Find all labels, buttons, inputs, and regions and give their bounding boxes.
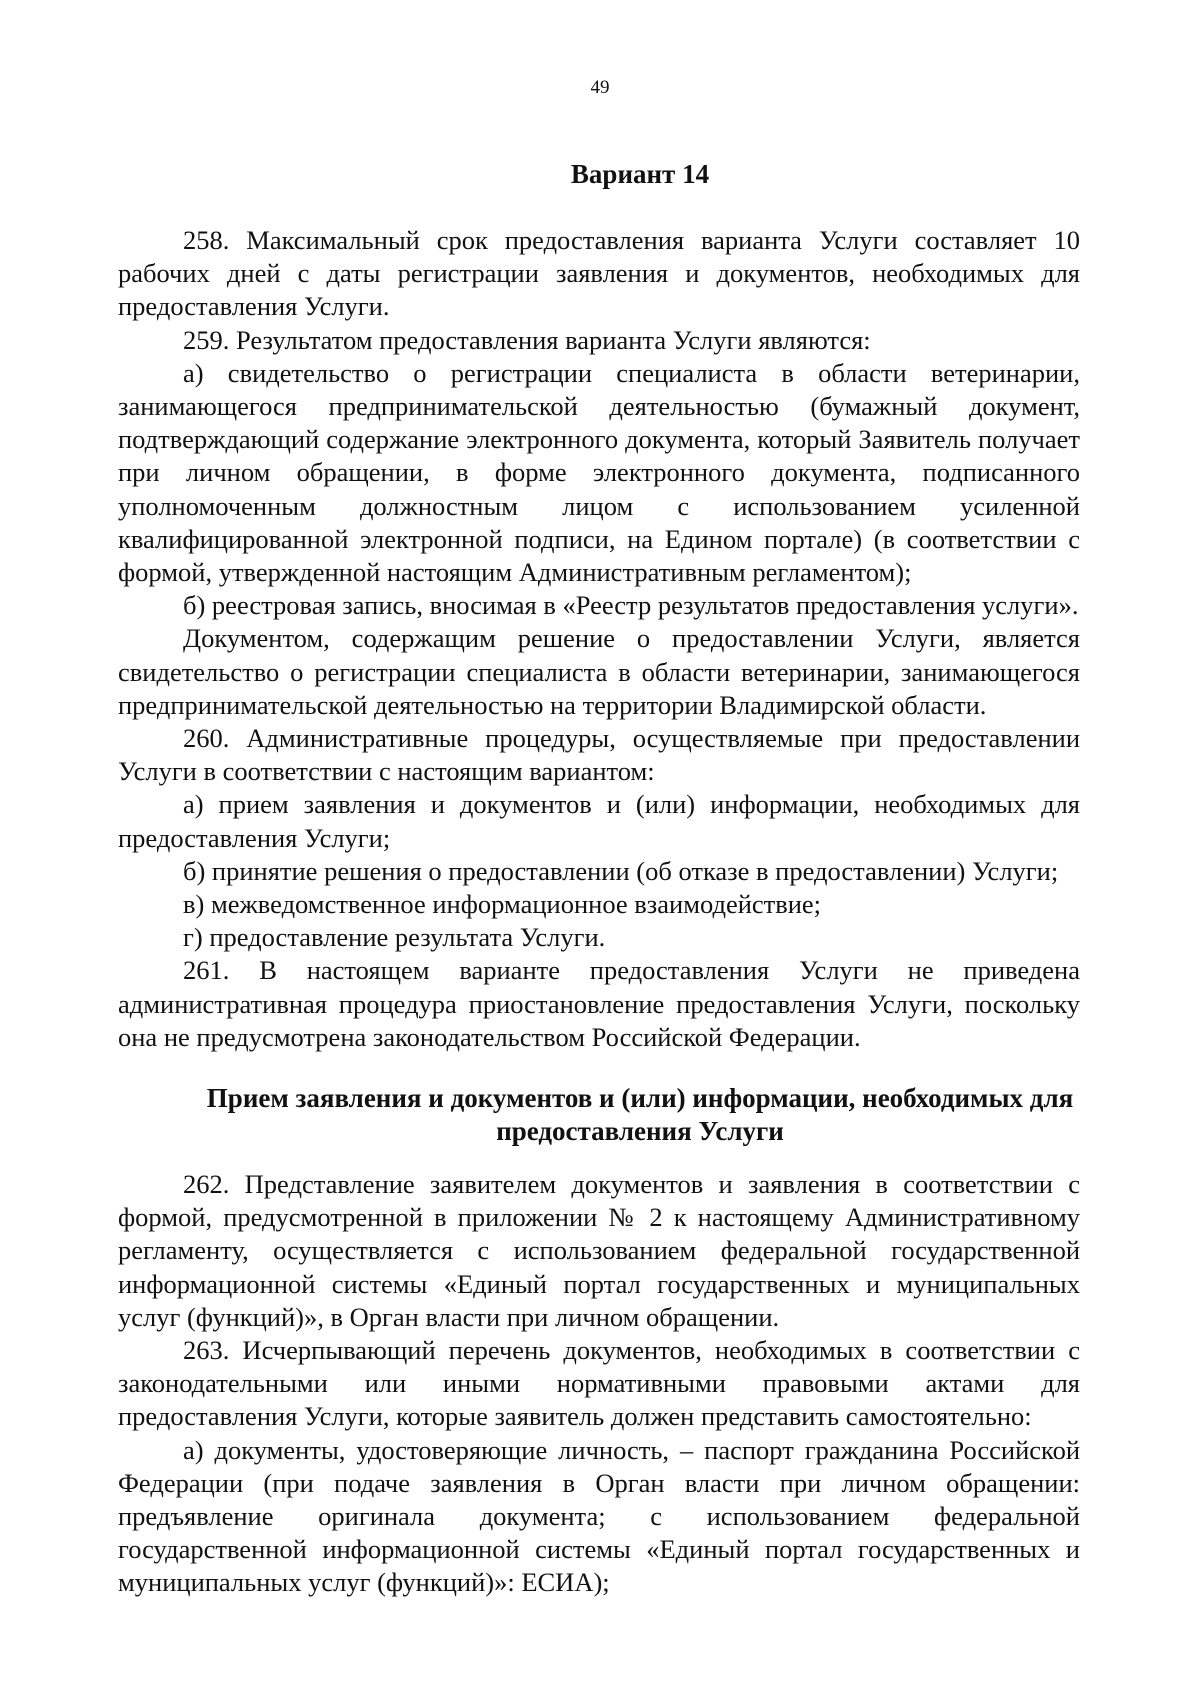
paragraph-258: 258. Максимальный срок предоставления варианта Услуги составляет 10 рабочих дней с даты регистрации заявления и документов, необходимых для предоставления Услуги.	[118, 225, 1080, 322]
section-heading-line-2: предоставления Услуги	[496, 1116, 784, 1146]
paragraph-260-g: г) предоставление результата Услуги.	[183, 922, 606, 953]
paragraph-260-a: а) прием заявления и документов и (или) информации, необходимых для предоставления Услуги;	[118, 789, 1080, 853]
paragraph-262: 262. Представление заявителем документов и заявления в соответствии с формой, предусмотренной в приложении № 2 к настоящему Административному регламенту, осуществляется с использованием федеральной государственной информационной системы «Единый портал государственных и муниципальных услуг (функций)», в Орган власти при личном обращении.	[118, 1169, 1080, 1332]
section-heading	[170, 1082, 1110, 1148]
page-number: 49	[590, 77, 610, 98]
body-text-part2	[118, 1168, 1080, 1600]
paragraph-260-v: в) межведомственное информационное взаимодействие;	[183, 889, 822, 920]
paragraph-260-b: б) принятие решения о предоставлении (об отказе в предоставлении) Услуги;	[183, 855, 1059, 886]
paragraph-261: 261. В настоящем варианте предоставления Услуги не приведена административная процедура приостановление предоставления Услуги, поскольку она не предусмотрена законодательством Российской Федерации.	[118, 955, 1080, 1052]
paragraph-263: 263. Исчерпывающий перечень документов, необходимых в соответствии с законодательными или иными нормативными правовыми актами для предоставления Услуги, которые заявитель должен представить самостоятельно:	[118, 1335, 1080, 1432]
variant-heading: Вариант 14	[570, 159, 710, 189]
paragraph-decision-document: Документом, содержащим решение о предоставлении Услуги, является свидетельство о регистрации специалиста в области ветеринарии, занимающегося предпринимательской деятельностью на территории Владимирской области.	[118, 623, 1080, 720]
paragraph-259-a: а) свидетельство о регистрации специалиста в области ветеринарии, занимающегося предпринимательской деятельностью (бумажный документ, подтверждающий содержание электронного документа, который Заявитель получает при личном обращении, в форме электронного документа, подписанного уполномоченным должностным лицом с использованием усиленной квалифицированной электронной подписи, на Едином портале) (в соответствии с формой, утвержденной настоящим Административным регламентом);	[118, 357, 1080, 588]
paragraph-263-a: а) документы, удостоверяющие личность, – паспорт гражданина Российской Федерации (при подаче заявления в Орган власти при личном обращении: предъявление оригинала документа; с использованием федеральной государственной информационной системы «Единый портал государственных и муниципальных услуг (функций)»: ЕСИА);	[118, 1434, 1080, 1598]
paragraph-260: 260. Административные процедуры, осуществляемые при предоставлении Услуги в соответствии с настоящим вариантом:	[118, 723, 1080, 787]
paragraph-259-b: б) реестровая запись, вносимая в «Реестр результатов предоставления услуги».	[183, 590, 1079, 621]
paragraph-259: 259. Результатом предоставления варианта Услуги являются:	[183, 324, 871, 355]
body-text-part1	[118, 224, 1080, 1054]
section-heading-line-1: Прием заявления и документов и (или) информации, необходимых для	[206, 1083, 1074, 1113]
